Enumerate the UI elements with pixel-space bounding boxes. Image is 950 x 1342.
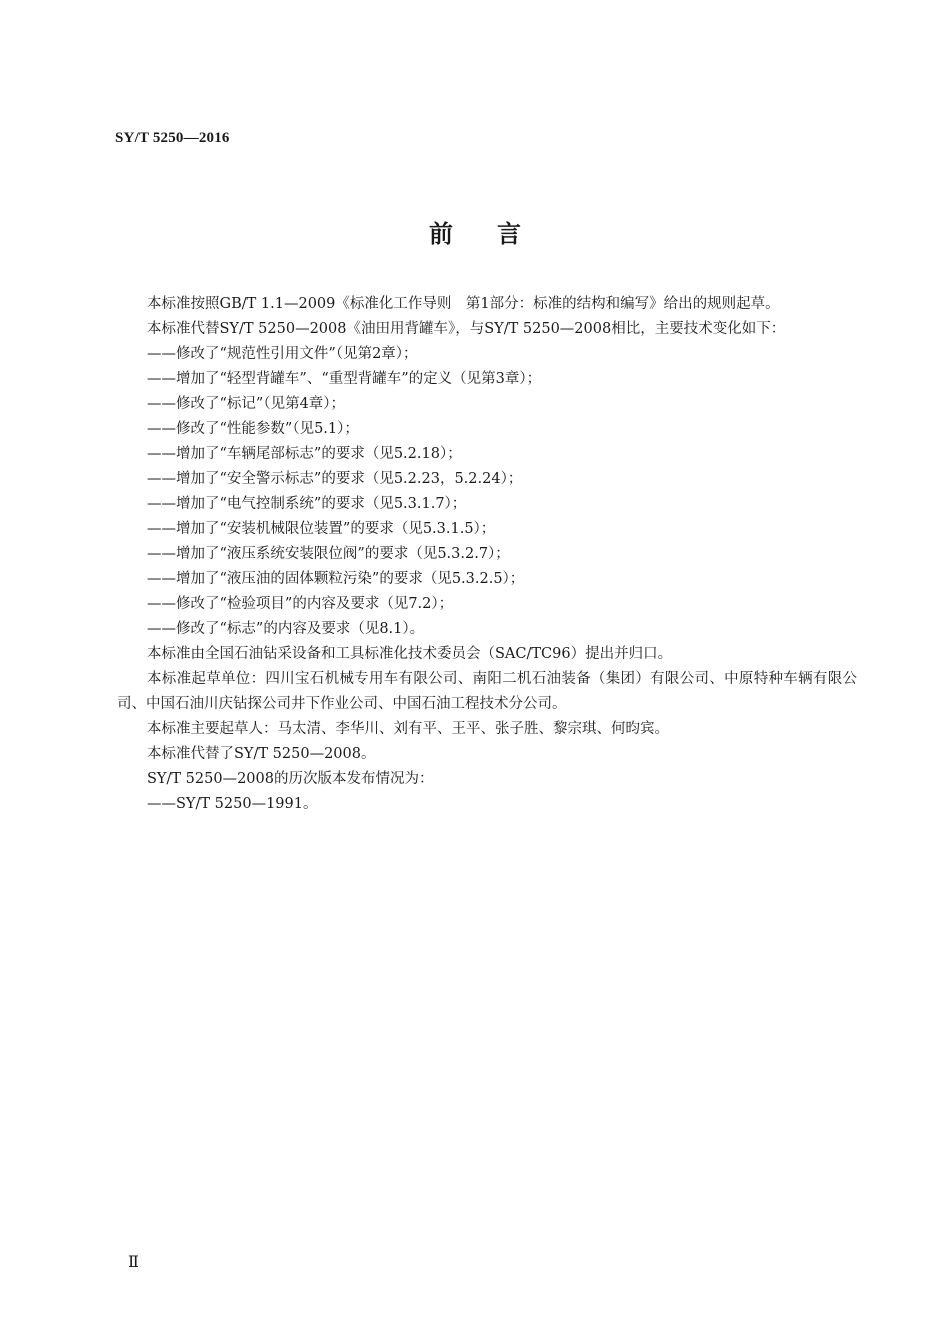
list-item: ——修改了“标记”（见第4章）； [147, 396, 346, 412]
paragraph-drafting-units: 本标准起草单位：四川宝石机械专用车有限公司、南阳二机石油装备（集团）有限公司、中原特种车辆有限公司、中国石油川庆钻探公司井下作业公司、中国石油工程技术分公司。 [117, 671, 857, 712]
page-number: Ⅱ [128, 1254, 139, 1271]
paragraph-proposer: 本标准由全国石油钻采设备和工具标准化技术委员会（SAC/TC96）提出并归口。 [147, 646, 673, 662]
list-item: ——增加了“安装机械限位装置”的要求（见5.3.1.5）； [147, 521, 496, 537]
list-item: ——增加了“液压油的固体颗粒污染”的要求（见5.3.2.5）； [147, 571, 525, 587]
list-item: ——修改了“规范性引用文件”（见第2章）； [147, 346, 418, 362]
technical-changes-list [117, 342, 857, 642]
standard-code: SY/T 5250—2016 [115, 130, 230, 146]
page-title: 前言 [429, 220, 565, 248]
list-item: ——增加了“轻型背罐车”、“重型背罐车”的定义（见第3章）； [147, 371, 542, 387]
paragraph-drafting-rules: 本标准按照GB/T 1.1—2009《标准化工作导则 第1部分：标准的结构和编写》给出的规则起草。 [147, 296, 780, 312]
list-item: ——增加了“电气控制系统”的要求（见5.3.1.7）； [147, 496, 467, 512]
paragraph-drafters: 本标准主要起草人：马太清、李华川、刘有平、王平、张子胜、黎宗琪、何昀宾。 [147, 721, 669, 737]
list-item: ——修改了“标志”的内容及要求（见8.1）。 [147, 621, 425, 637]
list-item: ——增加了“车辆尾部标志”的要求（见5.2.18）； [147, 446, 462, 462]
foreword-body [117, 292, 857, 817]
paragraph-replaces: 本标准代替了SY/T 5250—2008。 [147, 746, 376, 762]
paragraph-replacement: 本标准代替SY/T 5250—2008《油田用背罐车》，与SY/T 5250—2008相比，主要技术变化如下： [147, 321, 786, 337]
list-item: ——修改了“性能参数”（见5.1）； [147, 421, 359, 437]
history-item: ——SY/T 5250—1991。 [147, 796, 318, 812]
list-item: ——增加了“液压系统安装限位阀”的要求（见5.3.2.7）； [147, 546, 510, 562]
list-item: ——增加了“安全警示标志”的要求（见5.2.23，5.2.24）； [147, 471, 523, 487]
list-item: ——修改了“检验项目”的内容及要求（见7.2）； [147, 596, 454, 612]
paragraph-history-intro: SY/T 5250—2008的历次版本发布情况为： [147, 771, 434, 787]
